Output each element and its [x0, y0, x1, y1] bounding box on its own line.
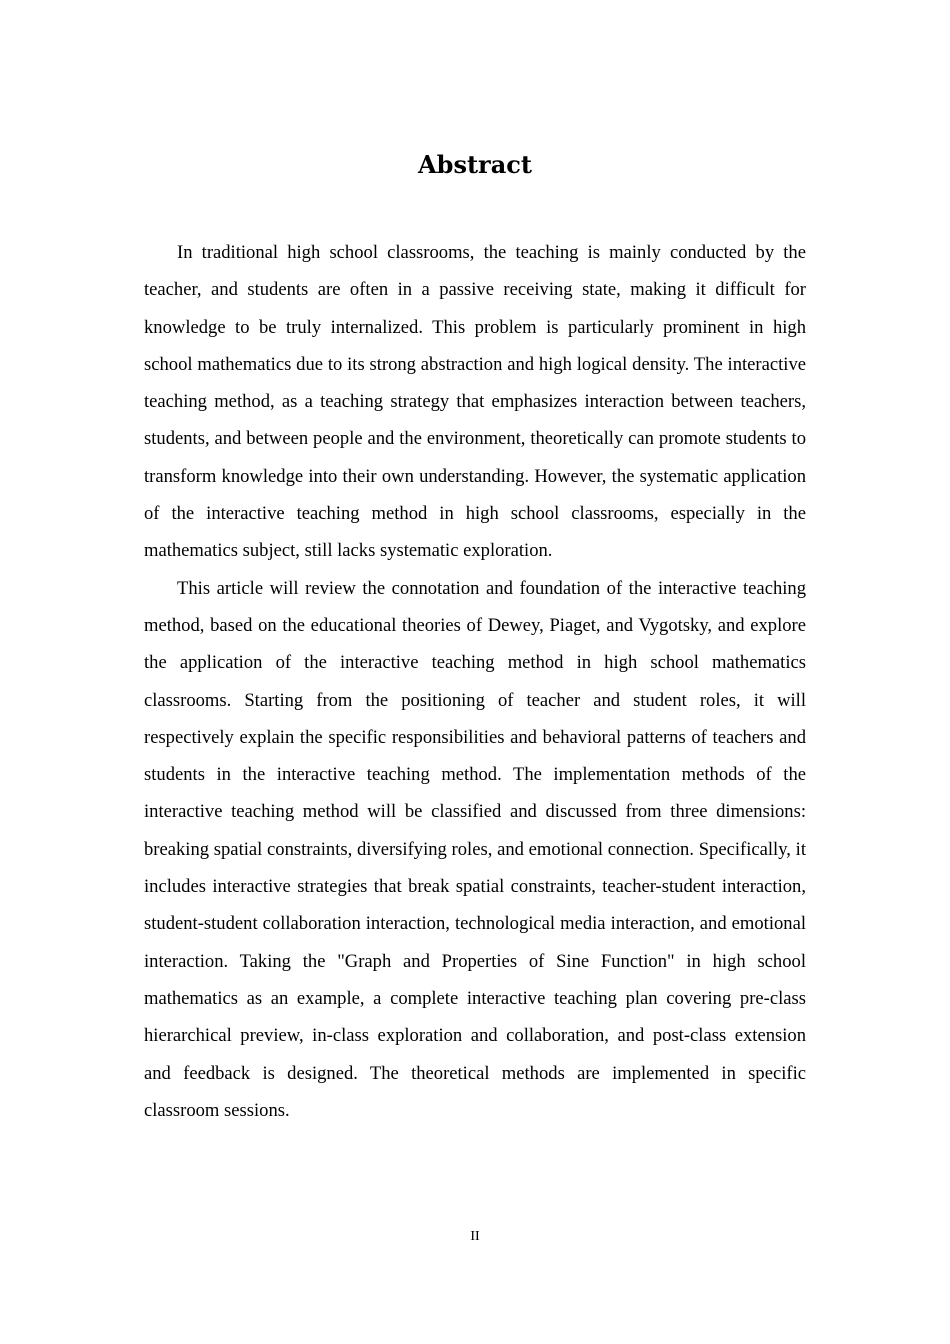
abstract-body	[144, 234, 806, 1129]
page-number: II	[470, 1229, 480, 1244]
abstract-title: Abstract	[418, 150, 532, 179]
abstract-paragraph-2: This article will review the connotation and foundation of the interactive teaching method, based on the educational theories of Dewey, Piaget, and Vygotsky, and explore the application of the interactive teaching method in high school mathematics classrooms. Starting from the positioning of teacher and student roles, it will respectively explain the specific responsibilities and behavioral patterns of teachers and students in the interactive teaching method. The implementation methods of the interactive teaching method will be classified and discussed from three dimensions: breaking spatial constraints, diversifying roles, and emotional connection. Specifically, it includes interactive strategies that break spatial constraints, teacher-student interaction, student-student collaboration interaction, technological media interaction, and emotional interaction. Taking the "Graph and Properties of Sine Function" in high school mathematics as an example, a complete interactive teaching plan covering pre-class hierarchical preview, in-class exploration and collaboration, and post-class extension and feedback is designed. The theoretical methods are implemented in specific classroom sessions.	[144, 577, 806, 1121]
abstract-paragraph-1: In traditional high school classrooms, the teaching is mainly conducted by the teacher, and students are often in a passive receiving state, making it difficult for knowledge to be truly internalized. This problem is particularly prominent in high school mathematics due to its strong abstraction and high logical density. The interactive teaching method, as a teaching strategy that emphasizes interaction between teachers, students, and between people and the environment, theoretically can promote students to transform knowledge into their own understanding. However, the systematic application of the interactive teaching method in high school classrooms, especially in the mathematics subject, still lacks systematic exploration.	[144, 242, 806, 562]
